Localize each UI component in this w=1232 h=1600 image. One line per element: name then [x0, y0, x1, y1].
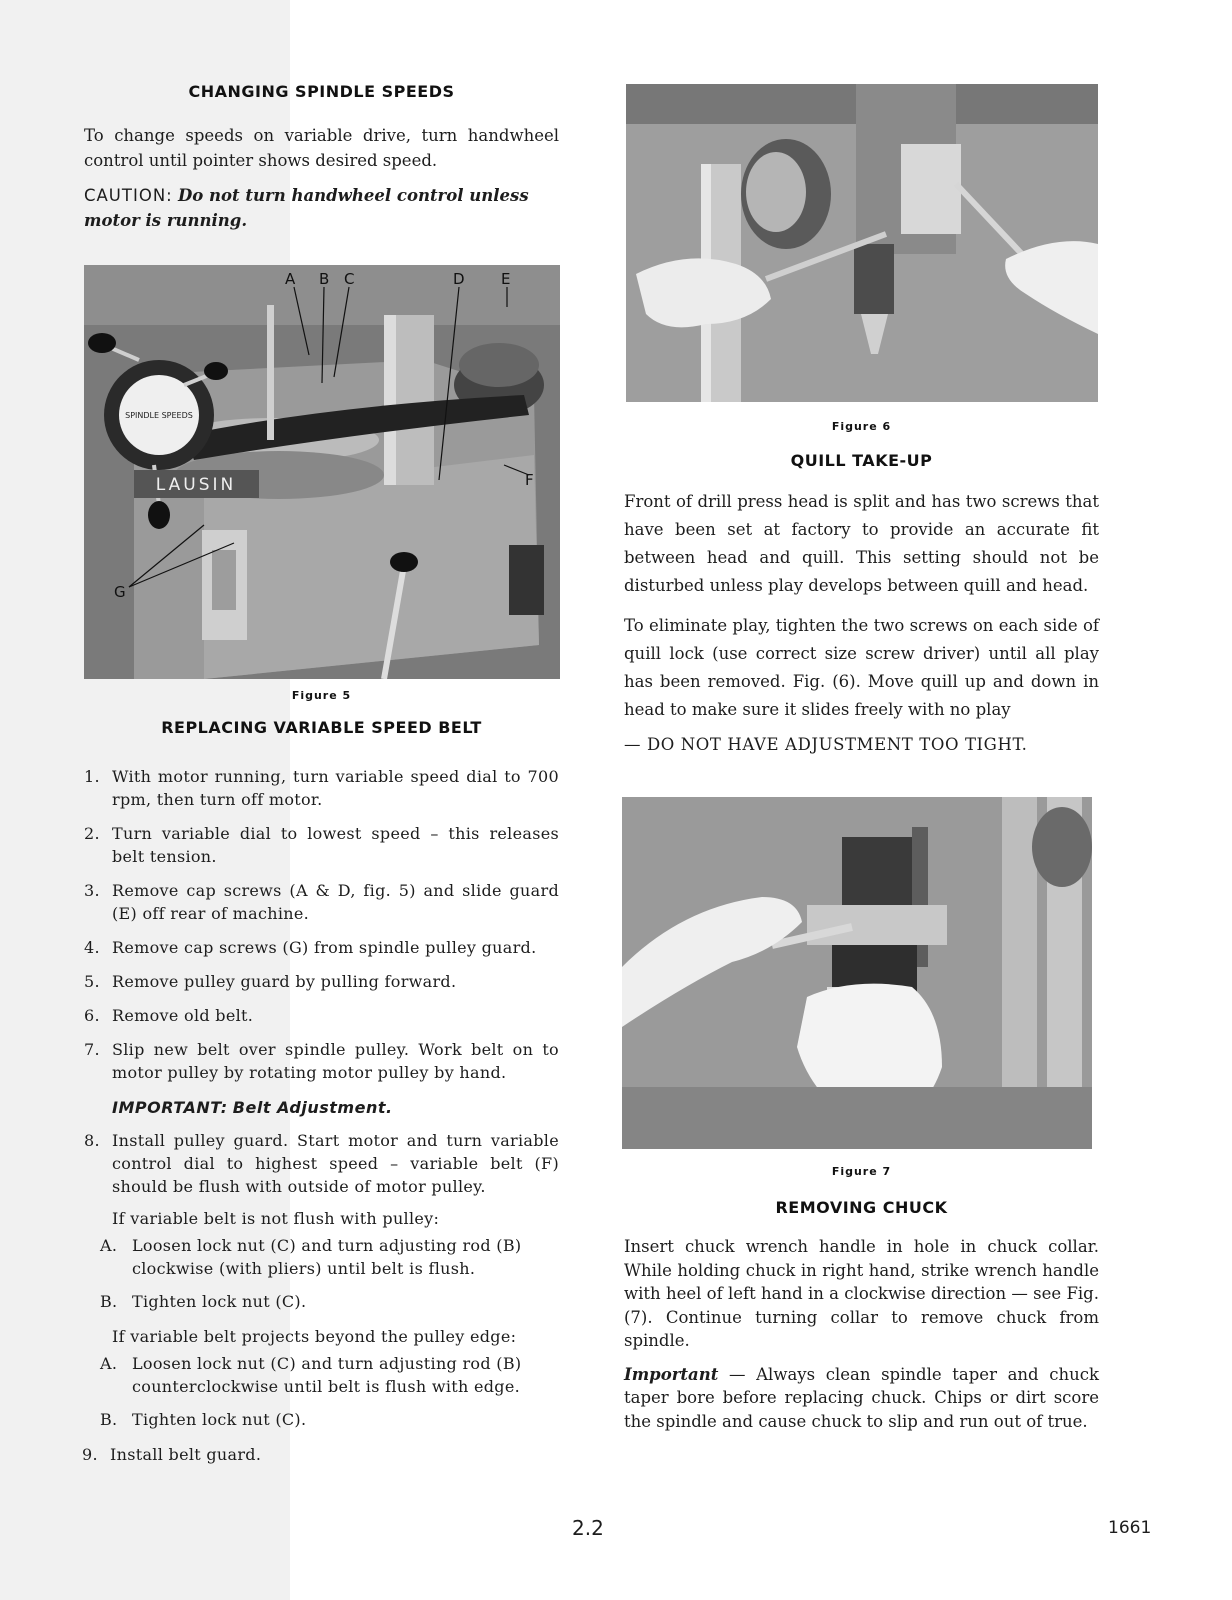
list-item — [84, 936, 559, 959]
item-text: Loosen lock nut (C) and turn adjusting rod (B) counterclockwise until belt is flush with edge. — [132, 1354, 522, 1396]
quill-paragraph-2-end: — DO NOT HAVE ADJUSTMENT TOO TIGHT. — [624, 735, 1028, 754]
label-a: A — [285, 270, 296, 288]
step-text: Install belt guard. — [110, 1445, 262, 1464]
step-number: 2. — [84, 824, 100, 843]
list-item — [84, 822, 559, 868]
figure-7-photo — [622, 797, 1092, 1149]
heading-removing-chuck: REMOVING CHUCK — [775, 1198, 948, 1217]
step-8-list — [84, 1129, 559, 1198]
step-text: Remove cap screws (A & D, fig. 5) and slide guard (E) off rear of machine. — [112, 881, 559, 923]
step-number: 1. — [84, 767, 100, 786]
item-text: Tighten lock nut (C). — [132, 1410, 307, 1429]
figure-6-caption: Figure 6 — [831, 420, 892, 433]
list-item — [84, 1129, 559, 1198]
list-item — [84, 1038, 559, 1084]
list-item — [84, 1408, 559, 1431]
item-letter: A. — [100, 1354, 118, 1373]
important-label: IMPORTANT: — [112, 1098, 228, 1117]
item-text: Tighten lock nut (C). — [132, 1292, 307, 1311]
heading-replacing-belt: REPLACING VARIABLE SPEED BELT — [161, 718, 482, 737]
caution-label: CAUTION: — [84, 186, 173, 205]
intro-paragraph: To change speeds on variable drive, turn handwheel control until pointer shows desired speed. — [84, 126, 559, 170]
heading-quill-take-up: QUILL TAKE-UP — [790, 451, 933, 470]
heading-changing-spindle-speeds: CHANGING SPINDLE SPEEDS — [188, 82, 455, 101]
step-text: Remove cap screws (G) from spindle pulley guard. — [112, 938, 537, 957]
label-e: E — [501, 270, 511, 288]
belt-steps-list — [84, 765, 559, 1084]
list-item — [84, 1290, 559, 1313]
dial-label: SPINDLE SPEEDS — [125, 411, 193, 420]
label-d: D — [453, 270, 465, 288]
figure-5-caption: Figure 5 — [291, 689, 352, 702]
list-item — [84, 1352, 559, 1398]
important-text: Belt Adjustment. — [232, 1098, 393, 1117]
step-9-list — [82, 1443, 559, 1466]
brand-plate: LAUSIN — [155, 475, 237, 495]
list-item — [82, 1443, 559, 1466]
chuck-important — [624, 1363, 1099, 1434]
chuck-paragraph: Insert chuck wrench handle in hole in chuck collar. While holding chuck in right hand, strike wrench handle with heel of left hand in a clockwise direction — see Fig. (7). Continue turning collar to remove chuck from spindle. — [624, 1237, 1099, 1350]
figure-7-caption: Figure 7 — [831, 1165, 892, 1178]
chuck-important-label: Important — [624, 1364, 719, 1384]
right-column — [624, 84, 1099, 1433]
step-text: With motor running, turn variable speed dial to 700 rpm, then turn off motor. — [112, 767, 559, 809]
left-column — [84, 78, 559, 1466]
item-letter: B. — [100, 1410, 118, 1429]
step-number: 4. — [84, 938, 100, 957]
step-text: Slip new belt over spindle pulley. Work belt on to motor pulley by rotating motor pulley by hand. — [112, 1040, 559, 1082]
step-text: Install pulley guard. Start motor and turn variable control dial to highest speed – variable belt (F) should be flush with outside of motor pulley. — [112, 1131, 559, 1196]
label-c: C — [344, 270, 355, 288]
list-item — [84, 970, 559, 993]
quill-paragraph-1: Front of drill press head is split and has two screws that have been set at factory to provide an accurate fit between head and quill. This setting should not be disturbed unless play develops between quill and head. — [624, 492, 1099, 595]
figure-6-photo — [626, 84, 1098, 402]
list-item — [84, 879, 559, 925]
case-projects: If variable belt projects beyond the pulley edge: — [112, 1327, 517, 1346]
step-text: Turn variable dial to lowest speed – this releases belt tension. — [112, 824, 559, 866]
step-number: 6. — [84, 1006, 100, 1025]
caution-note — [84, 183, 559, 233]
document-number: 1661 — [1108, 1518, 1152, 1538]
step-number: 7. — [84, 1040, 100, 1059]
case-not-flush: If variable belt is not flush with pulley: — [112, 1209, 440, 1228]
important-belt-adjustment — [84, 1098, 559, 1117]
step-text: Remove old belt. — [112, 1006, 254, 1025]
item-letter: A. — [100, 1236, 118, 1255]
figure-5-photo — [84, 265, 560, 679]
list-item — [84, 765, 559, 811]
chuck-important-text: — Always clean spindle taper and chuck taper bore before replacing chuck. Chips or dirt score the spindle and cause chuck to slip and run out of true. — [624, 1364, 1099, 1431]
step-text: Remove pulley guard by pulling forward. — [112, 972, 457, 991]
label-g: G — [114, 583, 126, 601]
list-item — [84, 1004, 559, 1027]
step-number: 3. — [84, 881, 100, 900]
step-number: 9. — [82, 1445, 98, 1464]
label-b: B — [319, 270, 330, 288]
step-number: 8. — [84, 1131, 100, 1150]
item-text: Loosen lock nut (C) and turn adjusting rod (B) clockwise (with pliers) until belt is flush. — [132, 1236, 522, 1278]
item-letter: B. — [100, 1292, 118, 1311]
quill-paragraph-2: To eliminate play, tighten the two screws on each side of quill lock (use correct size screw driver) until all play has been removed. Fig. (6). Move quill up and down in head to make sure it slides freely with no play — [624, 616, 1099, 719]
list-item — [84, 1234, 559, 1280]
label-f: F — [525, 471, 534, 489]
caution-text: Do not turn handwheel control unless motor is running. — [84, 186, 529, 230]
page-number: 2.2 — [572, 1516, 604, 1540]
step-number: 5. — [84, 972, 100, 991]
